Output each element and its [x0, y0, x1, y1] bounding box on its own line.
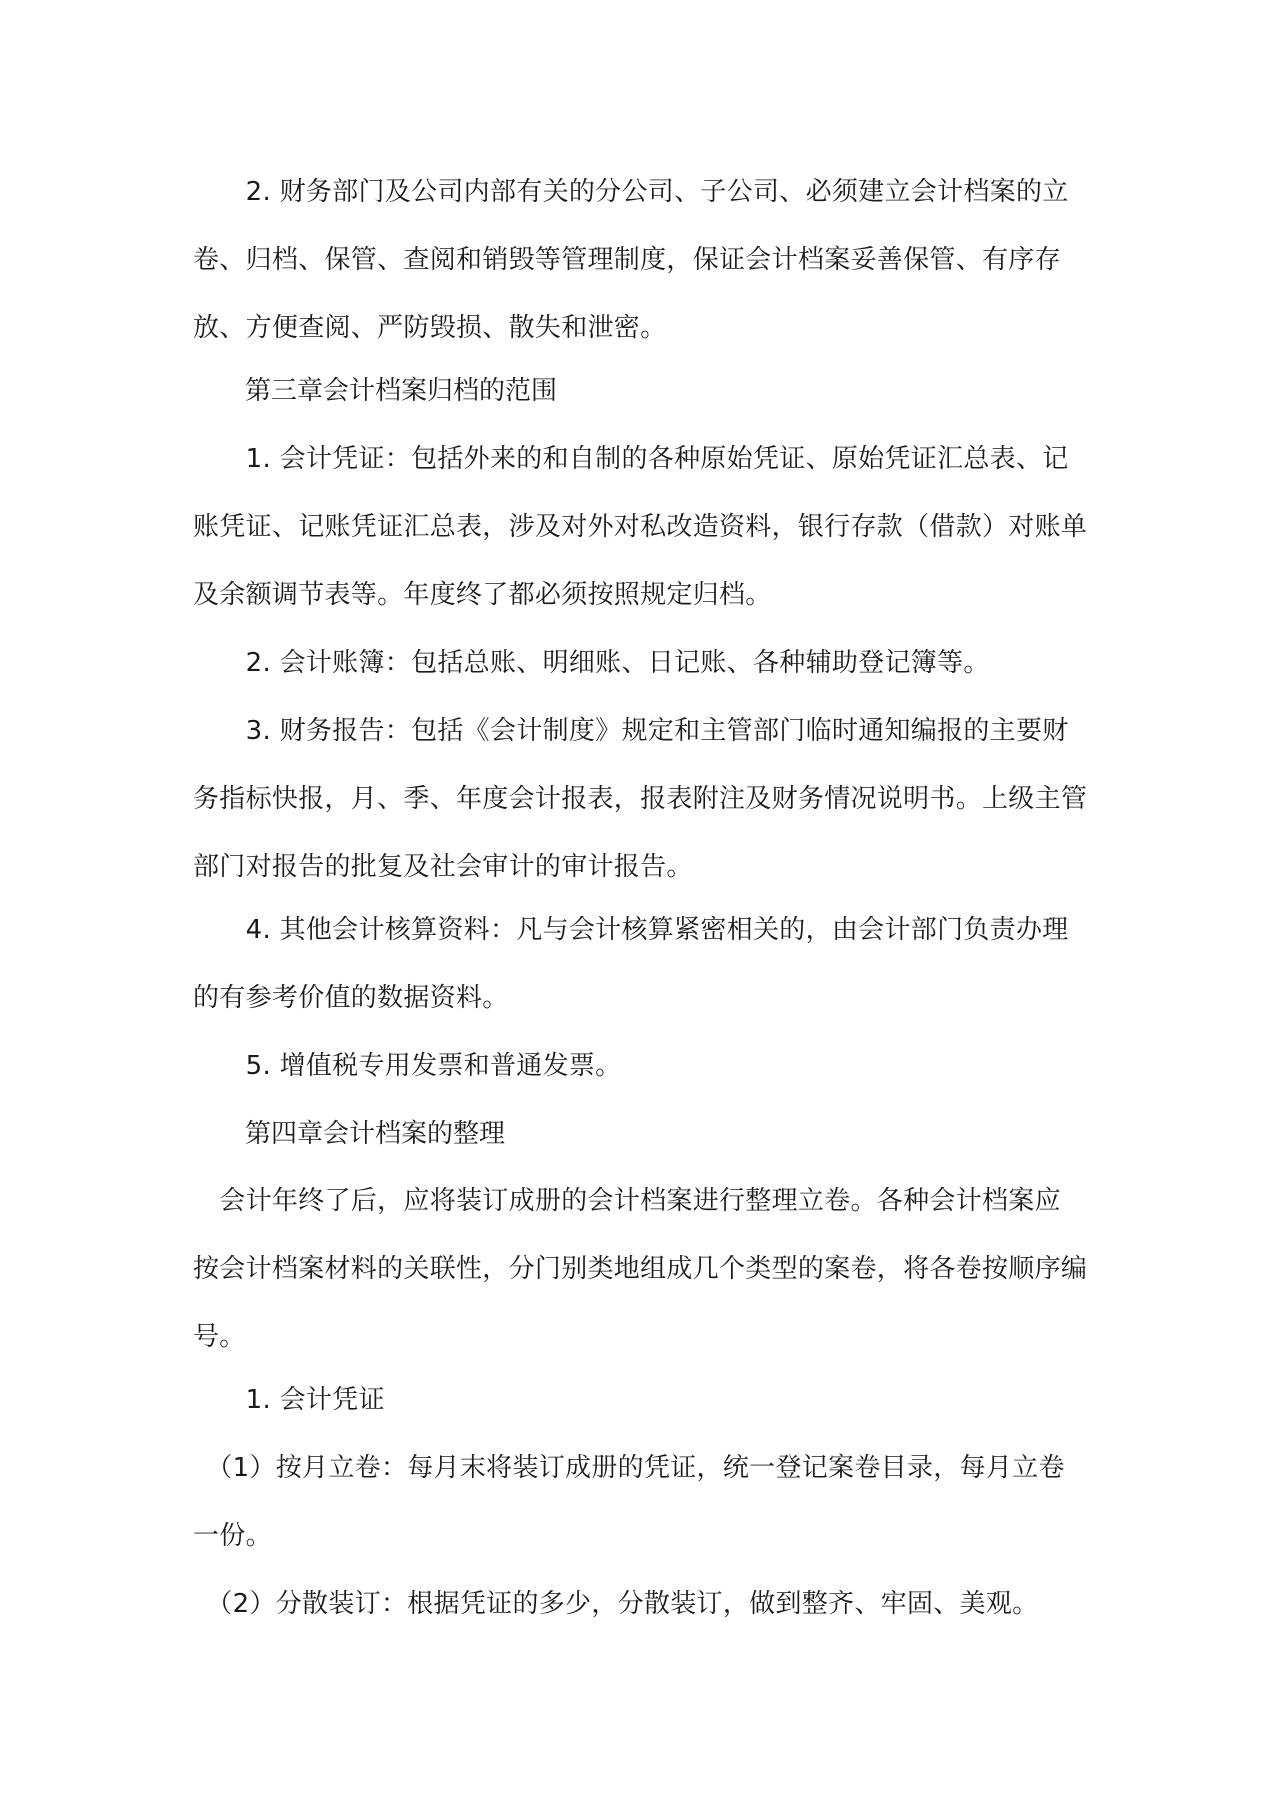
paragraph-separate-binding: [193, 1570, 1093, 1638]
paragraph-monthly-filing: [193, 1434, 1093, 1570]
paragraph-line: 账凭证、记账凭证汇总表，涉及对外对私改造资料，银行存款（借款）对账单: [193, 512, 1088, 542]
paragraph-line: 务指标快报，月、季、年度会计报表，报表附注及财务情况说明书。上级主管: [193, 784, 1088, 814]
paragraph-line: 一份。: [193, 1521, 272, 1551]
paragraph-line: 按会计档案材料的关联性，分门别类地组成几个类型的案卷，将各卷按顺序编: [193, 1254, 1088, 1284]
paragraph-vouchers-heading: [193, 1366, 1093, 1434]
paragraph-line: 的有参考价值的数据资料。: [193, 983, 509, 1013]
paragraph-vat-invoices: [193, 1032, 1093, 1100]
paragraph-line: 5. 增值税专用发票和普通发票。: [193, 1051, 622, 1081]
paragraph-account-books: [193, 629, 1093, 697]
paragraph-financial-reports: [193, 697, 1093, 901]
paragraph-line: 及余额调节表等。年度终了都必须按照规定归档。: [193, 580, 772, 610]
paragraph-line: 会计年终了后，应将装订成册的会计档案进行整理立卷。各种会计档案应: [193, 1186, 1061, 1216]
paragraph-line: 2. 财务部门及公司内部有关的分公司、子公司、必须建立会计档案的立: [193, 177, 1069, 207]
chapter-3-heading: 第三章会计档案归档的范围: [245, 376, 558, 406]
paragraph-archive-management: [193, 158, 1093, 362]
paragraph-line: （1）按月立卷：每月末将装订成册的凭证，统一登记案卷目录，每月立卷: [193, 1453, 1065, 1483]
paragraph-accounting-vouchers: [193, 425, 1093, 629]
paragraph-line: （2）分散装订：根据凭证的多少，分散装订，做到整齐、牢固、美观。: [193, 1589, 1039, 1619]
paragraph-line: 4. 其他会计核算资料：凡与会计核算紧密相关的，由会计部门负责办理: [193, 915, 1069, 945]
paragraph-line: 1. 会计凭证：包括外来的和自制的各种原始凭证、原始凭证汇总表、记: [193, 444, 1069, 474]
chapter-4-heading: 第四章会计档案的整理: [245, 1119, 506, 1149]
paragraph-line: 卷、归档、保管、查阅和销毁等管理制度，保证会计档案妥善保管、有序存: [193, 245, 1061, 275]
paragraph-line: 号。: [193, 1322, 246, 1352]
paragraph-line: 1. 会计凭证: [193, 1385, 385, 1415]
paragraph-line: 3. 财务报告：包括《会计制度》规定和主管部门临时通知编报的主要财: [193, 716, 1069, 746]
paragraph-line: 2. 会计账簿：包括总账、明细账、日记账、各种辅助登记簿等。: [193, 648, 990, 678]
paragraph-year-end-filing: [193, 1167, 1093, 1371]
paragraph-other-materials: [193, 896, 1093, 1032]
paragraph-line: 放、方便查阅、严防毁损、散失和泄密。: [193, 313, 667, 343]
paragraph-line: 部门对报告的批复及社会审计的审计报告。: [193, 852, 693, 882]
